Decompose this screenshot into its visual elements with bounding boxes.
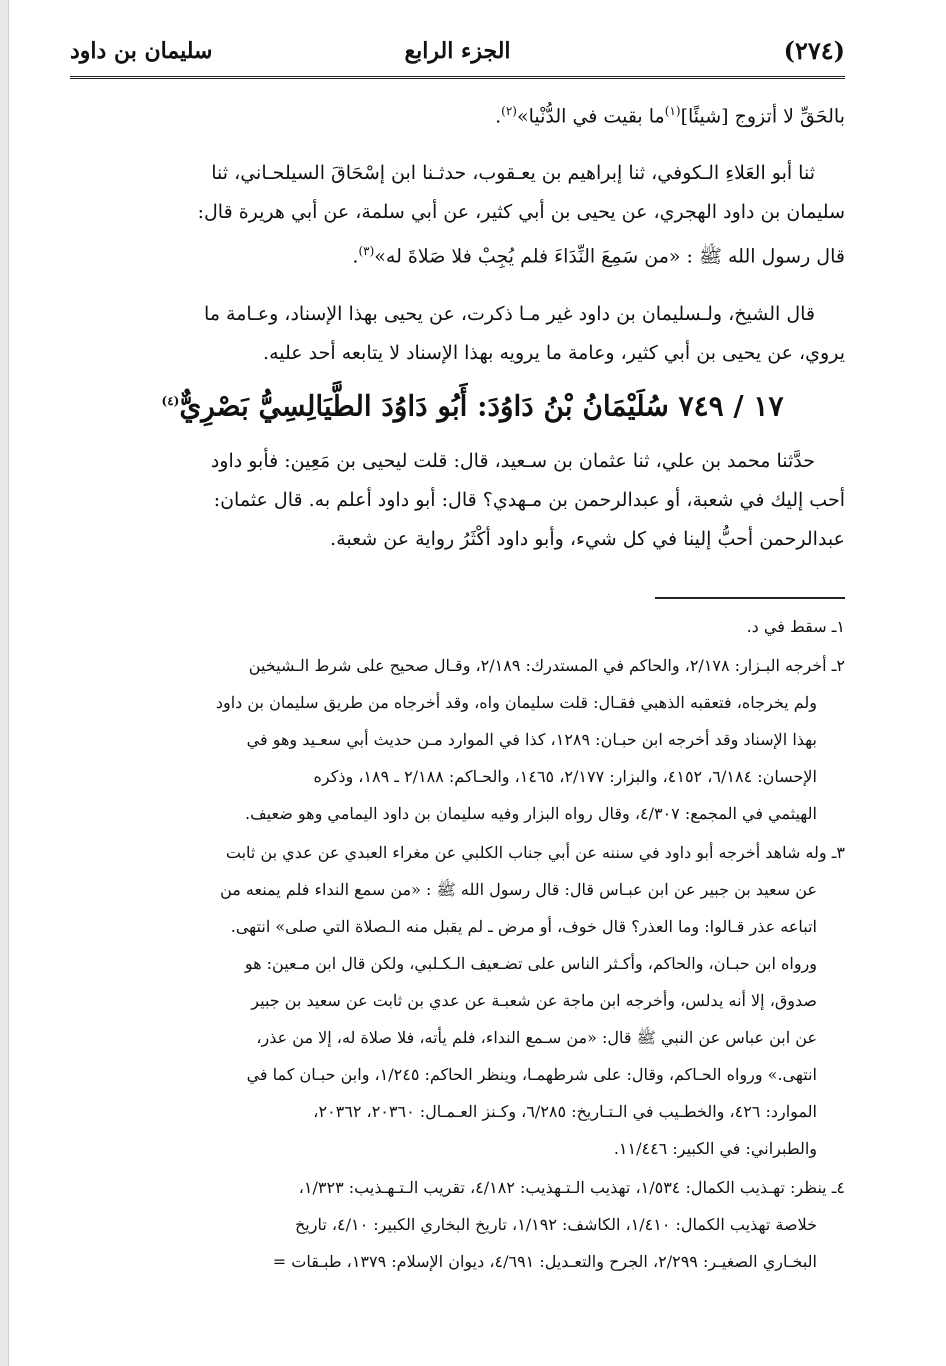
footnote-ref-1: (١)	[664, 104, 681, 118]
footnote-4	[100, 1169, 845, 1280]
footnote-1	[100, 608, 845, 645]
part-title: الجزء الرابع	[404, 38, 511, 64]
footnote-line: ٢ـ أخرجه البـزار: ٢/١٧٨، والحاكم في المستدرك: ٢/١٨٩، وقـال صحيح على شرط الـشيخين	[248, 656, 845, 675]
footnote-line: بهذا الإسناد وقد أخرجه ابن حبـان: ١٢٨٩، كذا في الموارد مـن حديث أبي سعـيد وهو في	[246, 730, 817, 749]
footnote-line: اتباعه عذر قـالوا: وما العذر؟ قال خوف، أو مرض ـ لم يقبل منه الـصلاة التي صلى» انتهى.	[230, 917, 817, 936]
header-rule	[70, 76, 845, 79]
main-text	[100, 92, 845, 577]
paragraph-2	[100, 154, 845, 276]
footnote-line: ورواه ابن حبـان، والحاكم، وأكـثر الناس على تضـعيف الـكـلبي، ولكن قال ابن مـعين: هو	[244, 954, 817, 973]
paragraph-4	[100, 442, 845, 559]
footnote-ref-2: (٢)	[501, 104, 517, 118]
footnote-line: ١ـ سقط في د.	[746, 617, 845, 636]
paragraph-4-line-3: عبدالرحمن أحبُّ إلينا في كل شيء، وأبو داود أكْثَرُ رواية عن شعبة.	[330, 527, 845, 550]
paragraph-3	[100, 295, 845, 373]
footnote-line: الإحسان: ٦/١٨٤، ٤١٥٢، والبزار: ٢/١٧٧، ١٤٦٥، والحـاكم: ٢/١٨٨ ـ ١٨٩، وذكره	[313, 767, 817, 786]
page-left-edge	[0, 0, 9, 1366]
footnote-line: عن ابن عباس عن النبي ﷺ قال: «من سـمع النداء، فلم يأته، فلا صلاة له، إلا من عذر،	[256, 1028, 817, 1047]
footnote-line: ٣ـ وله شاهد أخرجه أبو داود في سننه عن أبي جناب الكلبي عن مغراء العبدي عن عدي بن ثابت	[225, 843, 845, 862]
paragraph-4-line-1: حدَّثنا محمد بن علي، ثنا عثمان بن سـعيد، قال: قلت ليحيى بن مَعِين: فأبو داود	[210, 449, 815, 472]
footnote-line: صدوق، إلا أنه يدلس، وأخرجه ابن ماجة عن شعبـة عن عدي بن ثابت عن سعيد بن جبير	[251, 991, 817, 1010]
paragraph-1	[100, 92, 845, 136]
footnotes	[100, 608, 845, 1282]
footnote-ref-4: (٤)	[161, 393, 180, 408]
page-header	[70, 30, 845, 74]
footnote-line: ولم يخرجاه، فتعقبه الذهبي فقـال: قلت سليمان واه، وقد أخرجاه من طريق سليمان بن داود	[215, 693, 817, 712]
footnote-line: خلاصة تهذيب الكمال: ١/٤١٠، الكاشف: ١/١٩٢، تاريخ البخاري الكبير: ٤/١٠، تاريخ	[294, 1215, 817, 1234]
footnote-line: الموارد: ٤٢٦، والخطـيب في الـتـاريخ: ٦/٢٨٥، وكـنز العـمـال: ٢٠٣٦٠، ٢٠٣٦٢،	[313, 1102, 817, 1121]
entry-heading: ١٧ / ٧٤٩ سُلَيْمَانُ بْنُ دَاوُدَ: أَبُو دَاوُدَ الطَّيَالِسِيُّ بَصْرِيٌّ$^{(٤)}$	[161, 388, 784, 422]
footnote-ref-3: (٣)	[358, 244, 375, 259]
paragraph-2-line-2: سليمان بن داود الهجري، عن يحيى بن أبي كثير، عن أبي سلمة، عن أبي هريرة قال:	[197, 201, 845, 224]
paragraph-4-line-2: أحب إليك في شعبة، أو عبدالرحمن بن مـهدي؟ قال: أبو داود أعلم به. قال عثمان:	[213, 488, 845, 511]
footnote-line: عن سعيد بن جبير عن ابن عبـاس قال: قال رسول الله ﷺ : «من سمع النداء فلم يمنعه من	[220, 880, 817, 899]
page-number: (٢٧٤)	[783, 36, 845, 65]
paragraph-2-line-3: قال رسول الله ﷺ : «من سَمِعَ النِّدَاءَ فلم يُجِبْ فلا صَلاةَ له»$^{(٣)}$.	[352, 244, 845, 268]
paragraph-3-line-2: يروي، عن يحيى بن أبي كثير، وعامة ما يرويه بهذا الإسناد لا يتابعه أحد عليه.	[263, 341, 845, 364]
footnote-line: الهيثمي في المجمع: ٤/٣٠٧، وقال رواه البزار وفيه سليمان بن داود اليمامي وهو ضعيف.	[245, 804, 817, 823]
footnote-line: ٤ـ ينظر: تهـذيب الكمال: ١/٥٣٤، تهذيب الـتـهذيب: ٤/١٨٢، تقريب الـتـهـذيب: ١/٣٢٣،	[298, 1178, 845, 1197]
footnote-separator	[655, 597, 845, 599]
paragraph-2-line-1: ثنا أبو العَلاءِ الـكوفي، ثنا إبراهيم بن يعـقوب، حدثـنا ابن إسْحَاقَ السيلحـاني، ثنا	[211, 162, 815, 185]
footnote-line: والطبراني: في الكبير: ١١/٤٤٦.	[613, 1139, 817, 1158]
footnote-3	[100, 834, 845, 1167]
footnote-line: البخـاري الصغيـر: ٢/٢٩٩، الجرح والتعـديل: ٤/٦٩١، ديوان الإسلام: ١٣٧٩، طبـقات =	[272, 1252, 817, 1271]
paragraph-1-line: بالحَقِّ لا أتزوج [شيئًا]$^{(١)}$ما بقيت في الدُّنْيا»$^{(٢)}$.	[495, 104, 845, 128]
footnote-line: انتهى.» ورواه الحـاكم، وقال: على شرطهمـا، وينظر الحاكم: ١/٢٤٥، وابن حبـان كما في	[246, 1065, 817, 1084]
paragraph-3-line-1: قال الشيخ، ولـسليمان بن داود غير مـا ذكرت، عن يحيى بهذا الإسناد، وعـامة ما	[204, 302, 815, 325]
footnote-2	[100, 647, 845, 832]
running-title: سليمان بن داود	[70, 38, 213, 64]
